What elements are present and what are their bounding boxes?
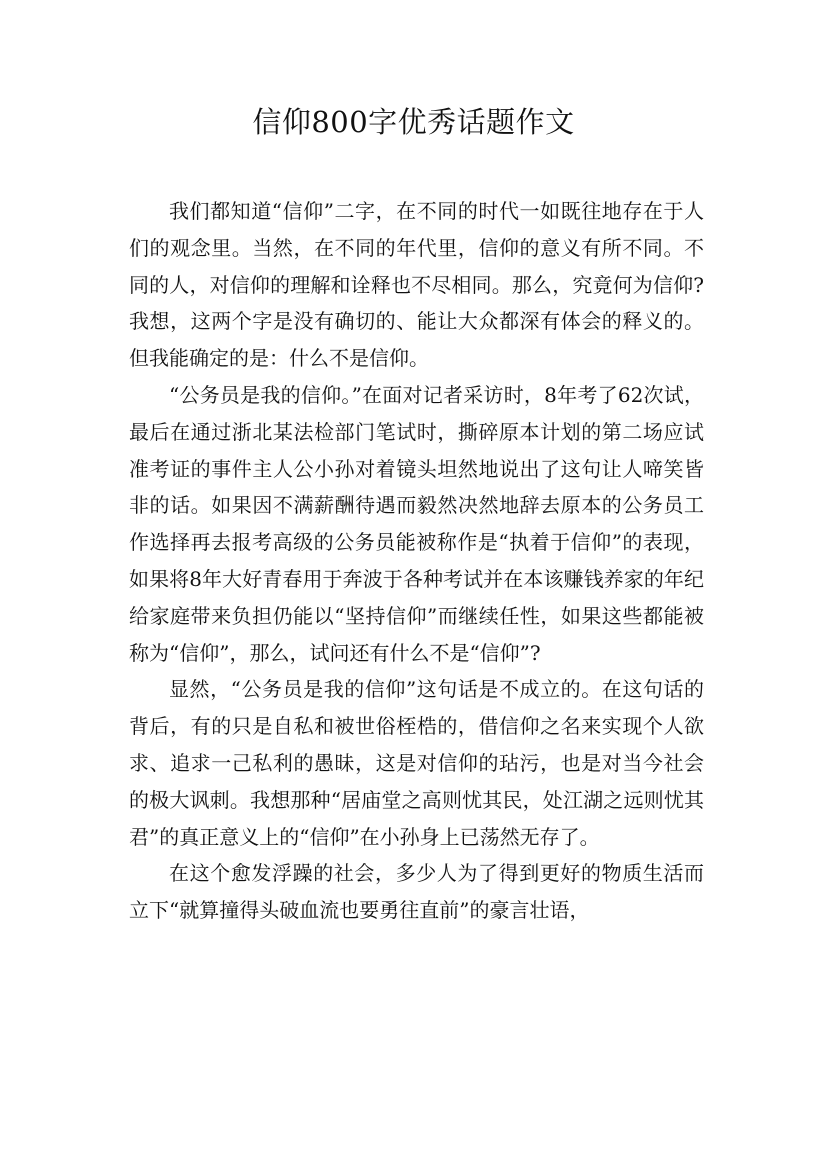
- document-title: 信仰800字优秀话题作文: [252, 105, 575, 139]
- paragraph-1: 我们都知道“信仰”二字，在不同的时代一如既往地存在于人们的观念里。当然，在不同的年代里，信仰的意义有所不同。不同的人，对信仰的理解和诠释也不尽相同。那么，究竟何为信仰?我想，这两个字是没有确切的、能让大众都深有体会的释义的。但我能确定的是：什么不是信仰。: [129, 199, 704, 371]
- document-body: [129, 193, 704, 929]
- paragraph-3: 显然，“公务员是我的信仰”这句话是不成立的。在这句话的背后，有的只是自私和被世俗桎梏的，借信仰之名来实现个人欲求、追求一己私利的愚昧，这是对信仰的玷污，也是对当今社会的极大讽刺。我想那种“居庙堂之高则忧其民，处江湖之远则忧其君”的真正意义上的“信仰”在小孙身上已荡然无存了。: [129, 677, 704, 849]
- paragraph-4: 在这个愈发浮躁的社会，多少人为了得到更好的物质生活而立下“就算撞得头破血流也要勇往直前”的豪言壮语，: [129, 861, 704, 923]
- paragraph-2: “公务员是我的信仰。”在面对记者采访时，8年考了62次试，最后在通过浙北某法检部门笔试时，撕碎原本计划的第二场应试准考证的事件主人公小孙对着镜头坦然地说出了这句让人啼笑皆非的话。如果因不满薪酬待遇而毅然决然地辞去原本的公务员工作选择再去报考高级的公务员能被称作是“执着于信仰”的表现，如果将8年大好青春用于奔波于各种考试并在本该赚钱养家的年纪给家庭带来负担仍能以“坚持信仰”而继续任性，如果这些都能被称为“信仰”，那么，试问还有什么不是“信仰”?: [129, 382, 704, 665]
